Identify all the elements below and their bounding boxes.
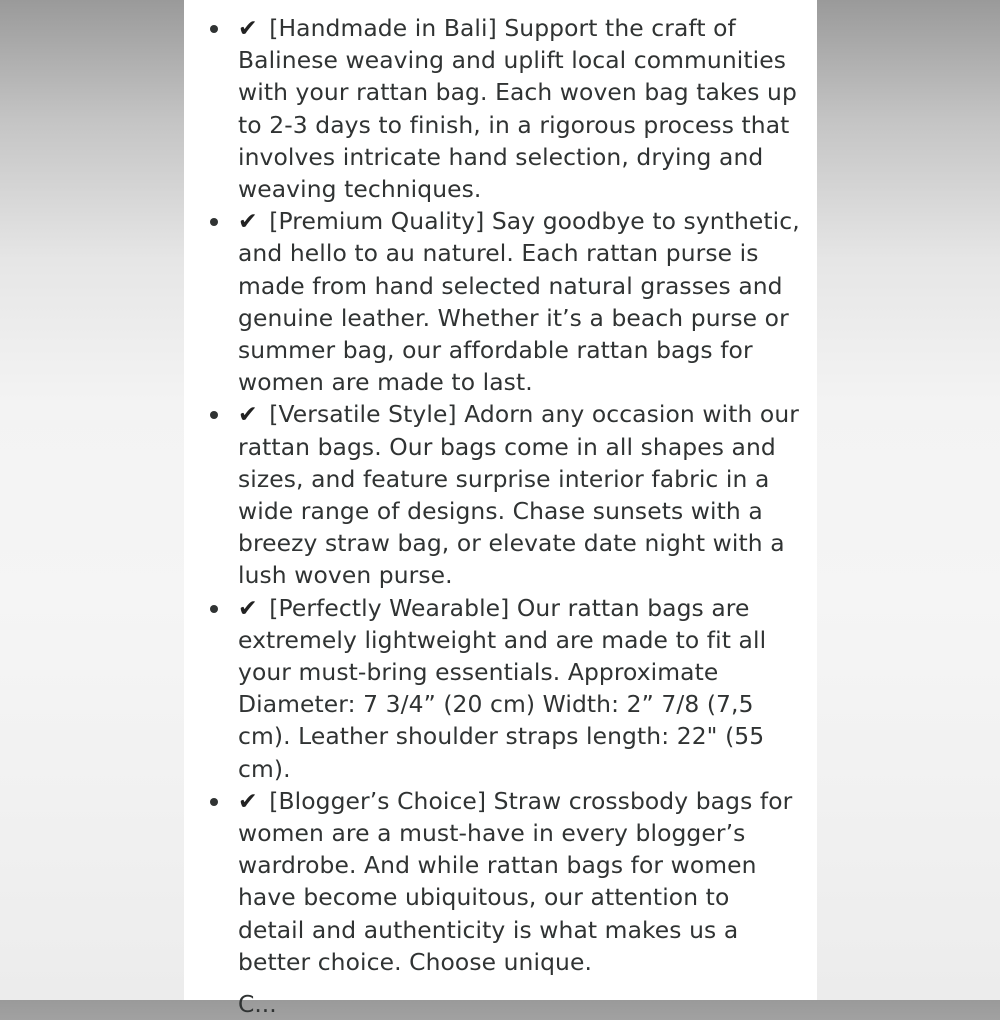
bullet-dot-icon [210, 25, 218, 33]
bullet-dot-icon [210, 798, 218, 806]
product-description-panel [184, 0, 817, 1018]
feature-text: [Handmade in Bali] Support the craft of Balinese weaving and uplift local communities with your rattan bag. Each woven bag takes up to 2-3 days to finish, in a rigorous process that involves intricate hand selection, drying and weaving techniques. [238, 14, 797, 204]
feature-text: [Blogger’s Choice] Straw crossbody bags for women are a must-have in every blogger’s wardrobe. And while rattan bags for women have become ubiquitous, our attention to detail and authenticity is what makes us a better choice. Choose unique. [238, 786, 793, 976]
checkmark-icon: ✔ [238, 14, 258, 42]
feature-text: [Perfectly Wearable] Our rattan bags are extremely lightweight and are made to fit all your must-bring essentials. Approximate Diameter: 7 3/4” (20 cm) Width: 2” 7/8 (7,5 cm). Leather shoulder straps length: 22" (55 cm). [238, 593, 767, 783]
checkmark-icon: ✔ [238, 786, 258, 815]
checkmark-icon: ✔ [238, 593, 258, 622]
feature-bullet-blogger [184, 785, 817, 978]
bullet-dot-icon [210, 411, 218, 419]
bullet-dot-icon [210, 218, 218, 226]
checkmark-icon: ✔ [238, 400, 258, 429]
feature-bullet-style [184, 398, 817, 591]
truncated-next-line: C... [238, 990, 277, 1018]
bullet-dot-icon [210, 605, 218, 613]
feature-bullet-handmade [184, 12, 817, 205]
feature-text: [Versatile Style] Adorn any occasion with our rattan bags. Our bags come in all shapes and sizes, and feature surprise interior fabric in a wide range of designs. Chase sunsets with a breezy straw bag, or elevate date night with a lush woven purse. [238, 400, 799, 590]
checkmark-icon: ✔ [238, 207, 258, 236]
feature-bullet-wearable [184, 592, 817, 785]
feature-text: [Premium Quality] Say goodbye to synthetic, and hello to au naturel. Each rattan purse is made from hand selected natural grasses and genuine leather. Whether it’s a beach purse or summer bag, our affordable rattan bags for women are made to last. [238, 207, 800, 397]
feature-bullet-list [184, 0, 817, 978]
feature-bullet-quality [184, 205, 817, 398]
